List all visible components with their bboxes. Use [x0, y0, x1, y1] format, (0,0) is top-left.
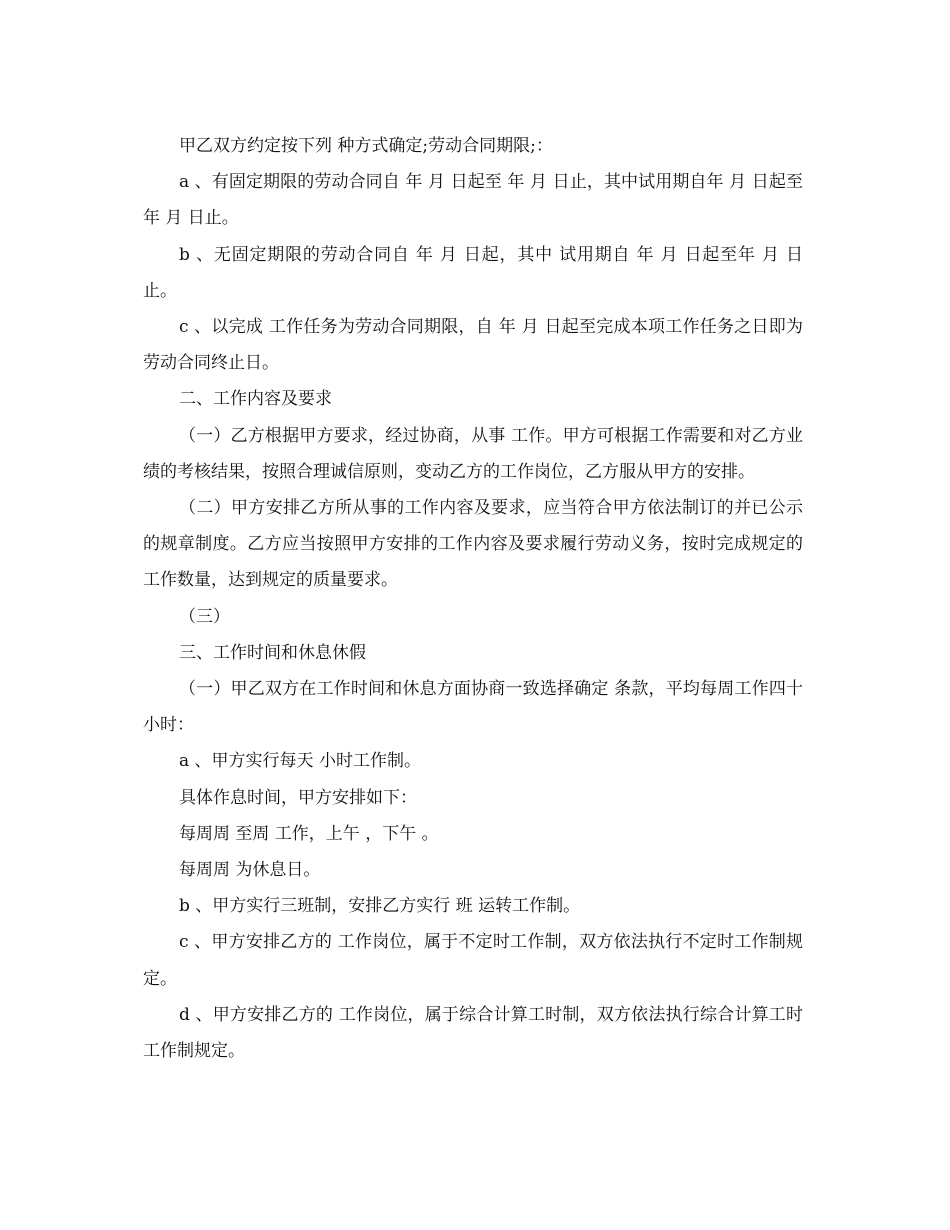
paragraph-fixed-term: a 、有固定期限的劳动合同自 年 月 日起至 年 月 日止，其中试用期自年 月 日起至 年 月 日止。	[143, 172, 803, 229]
paragraph-task-term: c 、以完成 工作任务为劳动合同期限，自 年 月 日起至完成本项工作任务之日即为劳动合同终止日。	[143, 317, 803, 374]
paragraph-rest-day: 每周周 为休息日。	[179, 860, 321, 881]
paragraph-schedule-intro: 具体作息时间，甲方安排如下：	[179, 787, 417, 808]
section-heading-work-content: 二、工作内容及要求	[179, 389, 332, 410]
paragraph-option-d: d 、甲方安排乙方的 工作岗位，属于综合计算工时制，双方依法执行综合计算工时工作制规定。	[143, 1004, 803, 1062]
document-body	[143, 128, 803, 1069]
section-heading-work-time: 三、工作时间和休息休假	[179, 642, 366, 663]
paragraph-option-b: b 、甲方实行三班制，安排乙方实行 班 运转工作制。	[179, 896, 581, 917]
paragraph-work-content-3: （三）	[179, 606, 230, 627]
paragraph-option-a: a 、甲方实行每天 小时工作制。	[179, 751, 421, 772]
paragraph-weekly-schedule: 每周周 至周 工作，上午 ，下午 。	[179, 823, 439, 844]
paragraph-work-content-1: （一）乙方根据甲方要求，经过协商，从事 工作。甲方可根据工作需要和对乙方业绩的考核结果，按照合理诚信原则，变动乙方的工作岗位，乙方服从甲方的安排。	[143, 425, 803, 482]
paragraph-work-content-2: （二）甲方安排乙方所从事的工作内容及要求，应当符合甲方依法制订的并已公示的规章制度。乙方应当按照甲方安排的工作内容及要求履行劳动义务，按时完成规定的工作数量，达到规定的质量要求。	[143, 498, 803, 591]
paragraph-term-method: 甲乙双方约定按下列 种方式确定;劳动合同期限;：	[179, 136, 553, 156]
paragraph-option-c: c 、甲方安排乙方的 工作岗位，属于不定时工作制，双方依法执行不定时工作制规定。	[143, 932, 803, 989]
paragraph-work-time-1: （一）甲乙双方在工作时间和休息方面协商一致选择确定 条款，平均每周工作四十小时：	[143, 679, 803, 736]
paragraph-open-term: b 、无固定期限的劳动合同自 年 月 日起，其中 试用期自 年 月 日起至年 月 日止。	[143, 244, 803, 301]
